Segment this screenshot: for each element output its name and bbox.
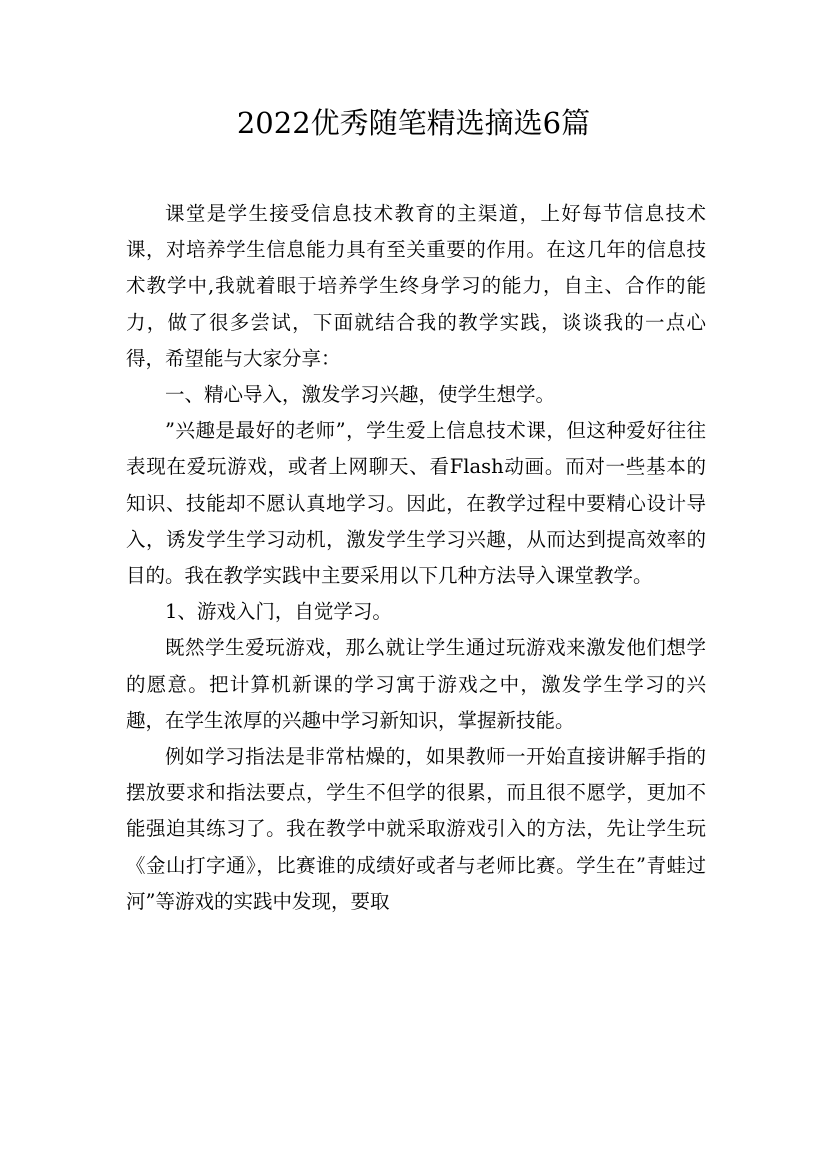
- paragraph-intro: 课堂是学生接受信息技术教育的主渠道，上好每节信息技术课，对培养学生信息能力具有至关重要的作用。在这几年的信息技术教学中,我就着眼于培养学生终身学习的能力，自主、合作的能力，做了很多尝试，下面就结合我的教学实践，谈谈我的一点心得，希望能与大家分享：: [126, 202, 706, 370]
- paragraph-heading-1: 一、精心导入，激发学习兴趣，使学生想学。: [165, 383, 556, 407]
- paragraph-example: 例如学习指法是非常枯燥的，如果教师一开始直接讲解手指的摆放要求和指法要点，学生不但学的很累，而且很不愿学，更加不能强迫其练习了。我在教学中就采取游戏引入的方法，先让学生玩《金山打字通》，比赛谁的成绩好或者与老师比赛。学生在”青蛙过河”等游戏的实践中发现，要取: [126, 745, 706, 913]
- paragraph-interest: ”兴趣是最好的老师”，学生爱上信息技术课，但这种爱好往往表现在爱玩游戏，或者上网聊天、看Flash动画。而对一些基本的知识、技能却不愿认真地学习。因此，在教学过程中要精心设计导入，诱发学生学习动机，激发学生学习兴趣，从而达到提高效率的目的。我在教学实践中主要采用以下几种方法导入课堂教学。: [126, 419, 706, 588]
- paragraph-games: 既然学生爱玩游戏，那么就让学生通过玩游戏来激发他们想学的愿意。把计算机新课的学习寓于游戏之中，激发学生学习的兴趣，在学生浓厚的兴趣中学习新知识，掌握新技能。: [126, 636, 706, 732]
- paragraph-subheading-1: 1、游戏入门，自觉学习。: [165, 600, 392, 624]
- document-title: 2022优秀随笔精选摘选6篇: [236, 106, 591, 140]
- document-body: [126, 196, 706, 920]
